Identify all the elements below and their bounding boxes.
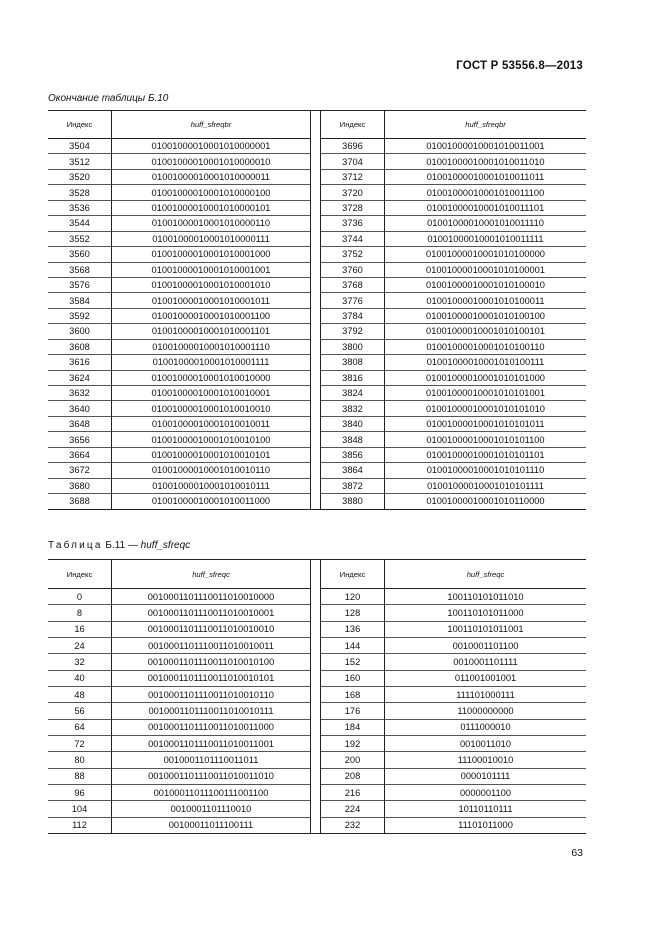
table-row	[48, 185, 586, 200]
index-cell: 3840	[321, 417, 385, 432]
table-row	[48, 263, 586, 278]
index-cell: 96	[48, 785, 112, 801]
index-cell: 3792	[321, 324, 385, 339]
table-row	[48, 479, 586, 494]
index-cell: 32	[48, 654, 112, 670]
index-cell: 3736	[321, 216, 385, 231]
index-cell: 224	[321, 801, 385, 817]
index-cell: 3640	[48, 401, 112, 416]
table-row	[48, 154, 586, 169]
index-cell: 104	[48, 801, 112, 817]
code-cell: 01001000010001010000111	[112, 232, 311, 247]
code-cell: 01001000010001010001011	[112, 293, 311, 308]
code-cell: 01001000010001010000011	[112, 170, 311, 185]
code-cell: 0000101111	[385, 769, 586, 785]
table-row	[48, 448, 586, 463]
table-row	[48, 324, 586, 339]
index-cell: 3608	[48, 340, 112, 355]
index-cell: 3808	[321, 355, 385, 370]
index-cell: 3720	[321, 185, 385, 200]
code-cell: 01001000010001010010001	[112, 386, 311, 401]
index-cell: 3768	[321, 278, 385, 293]
index-cell: 3848	[321, 432, 385, 447]
code-cell: 0010001101110011010011001	[112, 736, 311, 752]
code-cell: 01001000010001010010000	[112, 371, 311, 386]
code-cell: 01001000010001010101100	[385, 432, 586, 447]
index-cell: 216	[321, 785, 385, 801]
index-cell: 3728	[321, 201, 385, 216]
table-row	[48, 139, 586, 154]
table-row	[48, 386, 586, 401]
code-cell: 0010001101110011010011010	[112, 769, 311, 785]
code-cell: 01001000010001010001000	[112, 247, 311, 262]
index-cell: 3648	[48, 417, 112, 432]
code-cell: 01001000010001010011001	[385, 139, 586, 154]
code-cell: 01001000010001010100111	[385, 355, 586, 370]
table-row	[48, 371, 586, 386]
table-row	[48, 401, 586, 416]
index-cell: 56	[48, 703, 112, 719]
code-cell: 01001000010001010000101	[112, 201, 311, 216]
index-cell: 3616	[48, 355, 112, 370]
table-row	[48, 671, 586, 687]
index-cell: 3744	[321, 232, 385, 247]
index-cell: 3696	[321, 139, 385, 154]
code-cell: 01001000010001010100101	[385, 324, 586, 339]
document-standard-header: ГОСТ Р 53556.8—2013	[456, 60, 583, 72]
code-cell: 01001000010001010011100	[385, 185, 586, 200]
code-cell: 01001000010001010010110	[112, 463, 311, 478]
code-cell: 01001000010001010100000	[385, 247, 586, 262]
table-row	[48, 232, 586, 247]
code-cell: 00100011011100111	[112, 818, 311, 833]
index-cell: 3784	[321, 309, 385, 324]
column-header-index-left: Индекс	[48, 560, 112, 589]
index-cell: 3856	[321, 448, 385, 463]
table-row	[48, 340, 586, 355]
code-cell: 01001000010001010101101	[385, 448, 586, 463]
index-cell: 160	[321, 671, 385, 687]
code-cell: 01001000010001010001001	[112, 263, 311, 278]
index-cell: 3528	[48, 185, 112, 200]
code-cell: 01001000010001010000100	[112, 185, 311, 200]
code-cell: 01001000010001010110000	[426, 496, 545, 507]
index-cell: 3800	[321, 340, 385, 355]
table-row	[48, 355, 586, 370]
table-row	[48, 638, 586, 654]
code-cell: 0010001101110010	[112, 801, 311, 817]
index-cell: 3584	[48, 293, 112, 308]
index-cell: 40	[48, 671, 112, 687]
code-cell: 01001000010001010011010	[385, 154, 586, 169]
table2-caption-prefix: Таблица	[48, 540, 103, 551]
index-cell: 3536	[48, 201, 112, 216]
column-header-index-right: Индекс	[321, 111, 385, 139]
index-cell: 3504	[48, 139, 112, 154]
table-row	[48, 589, 586, 605]
index-cell: 3704	[321, 154, 385, 169]
code-cell: 01001000010001010010011	[112, 417, 311, 432]
code-cell: 10110110111	[385, 801, 586, 817]
index-cell: 3880	[321, 494, 385, 508]
index-cell: 3752	[321, 247, 385, 262]
table-row	[48, 417, 586, 432]
table2-caption-number: Б.11 —	[105, 540, 141, 551]
index-cell: 128	[321, 605, 385, 621]
index-cell: 3560	[48, 247, 112, 262]
code-cell: 0010001101110011010010110	[112, 687, 311, 703]
index-cell: 48	[48, 687, 112, 703]
code-cell: 01001000010001010011011	[385, 170, 586, 185]
table-row	[48, 201, 586, 216]
index-cell: 3672	[48, 463, 112, 478]
code-cell: 01001000010001010001101	[112, 324, 311, 339]
code-cell: 01001000010001010000110	[112, 216, 311, 231]
index-cell: 3688	[48, 494, 112, 508]
code-cell: 01001000010001010100100	[385, 309, 586, 324]
index-cell: 136	[321, 622, 385, 638]
index-cell: 80	[48, 752, 112, 768]
index-cell: 16	[48, 622, 112, 638]
index-cell: 3664	[48, 448, 112, 463]
index-cell: 3552	[48, 232, 112, 247]
code-cell: 11000000000	[385, 703, 586, 719]
table-row	[48, 769, 586, 785]
code-cell: 01001000010001010100110	[385, 340, 586, 355]
table-row	[48, 622, 586, 638]
code-cell: 0010001101110011010010011	[112, 638, 311, 654]
table-row	[48, 309, 586, 324]
code-cell: 01001000010001010101011	[385, 417, 586, 432]
code-cell: 01001000010001010001010	[112, 278, 311, 293]
index-cell: 8	[48, 605, 112, 621]
code-cell: 0010001101110011010010001	[112, 605, 311, 621]
code-cell: 01001000010001010000001	[112, 139, 311, 154]
table-row	[48, 785, 586, 801]
table-b11	[48, 559, 586, 834]
code-cell: 01001000010001010101001	[385, 386, 586, 401]
table-row	[48, 278, 586, 293]
table-row	[48, 818, 586, 833]
code-cell: 011001001001	[385, 671, 586, 687]
column-header-index-left: Индекс	[48, 111, 112, 139]
index-cell: 112	[48, 818, 112, 833]
column-header-index-right: Индекс	[321, 560, 385, 589]
code-cell: 01001000010001010100001	[385, 263, 586, 278]
code-cell: 0111000010	[385, 720, 586, 736]
index-cell: 3832	[321, 401, 385, 416]
index-cell: 192	[321, 736, 385, 752]
index-cell: 3576	[48, 278, 112, 293]
code-cell: 01001000010001010011000	[112, 494, 311, 508]
table-row	[48, 216, 586, 231]
code-cell: 0010001101110011010010100	[112, 654, 311, 670]
code-cell: 111101000111	[385, 687, 586, 703]
code-cell: 0010001101110011010010000	[112, 589, 311, 605]
code-cell: 100110101011010	[385, 589, 586, 605]
code-cell: 01001000010001010010100	[112, 432, 311, 447]
code-cell: 01001000010001010001111	[112, 355, 311, 370]
index-cell: 3680	[48, 479, 112, 494]
code-cell: 11101011000	[458, 820, 513, 831]
code-cell: 0010001101110011010010111	[112, 703, 311, 719]
index-cell: 3864	[321, 463, 385, 478]
index-cell: 184	[321, 720, 385, 736]
index-cell: 176	[321, 703, 385, 719]
table-row	[48, 463, 586, 478]
code-cell: 01001000010001010100011	[385, 293, 586, 308]
code-cell: 0010001101110011011	[112, 752, 311, 768]
code-cell: 01001000010001010010101	[112, 448, 311, 463]
page-number: 63	[571, 847, 583, 859]
index-cell: 3656	[48, 432, 112, 447]
table-row	[48, 801, 586, 817]
index-cell: 3592	[48, 309, 112, 324]
table-row	[48, 687, 586, 703]
code-cell: 0010011010	[385, 736, 586, 752]
table2-caption-name: huff_sfreqc	[140, 540, 191, 551]
index-cell: 152	[321, 654, 385, 670]
index-cell: 3544	[48, 216, 112, 231]
index-cell: 24	[48, 638, 112, 654]
index-cell: 3632	[48, 386, 112, 401]
table-row	[48, 170, 586, 185]
table-row	[48, 703, 586, 719]
index-cell: 3824	[321, 386, 385, 401]
index-cell: 200	[321, 752, 385, 768]
code-cell: 01001000010001010011111	[385, 232, 586, 247]
index-cell: 3776	[321, 293, 385, 308]
index-cell: 3520	[48, 170, 112, 185]
index-cell: 0	[48, 589, 112, 605]
table-row	[48, 752, 586, 768]
index-cell: 3512	[48, 154, 112, 169]
code-cell: 0010001101110011010010101	[112, 671, 311, 687]
index-cell: 88	[48, 769, 112, 785]
code-cell: 01001000010001010010010	[112, 401, 311, 416]
index-cell: 3760	[321, 263, 385, 278]
index-cell: 3568	[48, 263, 112, 278]
index-cell: 72	[48, 736, 112, 752]
code-cell: 01001000010001010101111	[385, 479, 586, 494]
table1-caption: Окончание таблицы Б.10	[48, 93, 169, 104]
index-cell: 3600	[48, 324, 112, 339]
code-cell: 01001000010001010101000	[385, 371, 586, 386]
index-cell: 64	[48, 720, 112, 736]
index-cell: 120	[321, 589, 385, 605]
column-header-code-right: huff_sfreqc	[385, 560, 586, 589]
index-cell: 3712	[321, 170, 385, 185]
table2-caption	[48, 540, 190, 551]
code-cell: 01001000010001010100010	[385, 278, 586, 293]
code-cell: 01001000010001010010111	[112, 479, 311, 494]
index-cell: 208	[321, 769, 385, 785]
index-cell: 168	[321, 687, 385, 703]
table-row	[48, 247, 586, 262]
code-cell: 0010001101110011010011000	[112, 720, 311, 736]
code-cell: 100110101011000	[385, 605, 586, 621]
code-cell: 01001000010001010101110	[385, 463, 586, 478]
index-cell: 3624	[48, 371, 112, 386]
index-cell: 3816	[321, 371, 385, 386]
code-cell: 01001000010001010101010	[385, 401, 586, 416]
code-cell: 01001000010001010011110	[385, 216, 586, 231]
code-cell: 11100010010	[385, 752, 586, 768]
table-row	[48, 494, 586, 508]
column-header-code-right: huff_sfreqbr	[385, 111, 586, 139]
table-row	[48, 736, 586, 752]
index-cell: 3872	[321, 479, 385, 494]
index-cell: 144	[321, 638, 385, 654]
table-row	[48, 720, 586, 736]
code-cell: 01001000010001010001110	[112, 340, 311, 355]
table-row	[48, 605, 586, 621]
code-cell: 100110101011001	[385, 622, 586, 638]
table-row	[48, 432, 586, 447]
index-cell: 232	[321, 818, 385, 833]
code-cell: 0010001101111	[385, 654, 586, 670]
column-header-code-left: huff_sfreqc	[112, 560, 311, 589]
code-cell: 00100011011100111001100	[112, 785, 311, 801]
code-cell: 0000001100	[385, 785, 586, 801]
code-cell: 01001000010001010001100	[112, 309, 311, 324]
code-cell: 0010001101100	[385, 638, 586, 654]
table-b10-continuation	[48, 110, 586, 510]
table-row	[48, 293, 586, 308]
table-row	[48, 654, 586, 670]
code-cell: 01001000010001010000010	[112, 154, 311, 169]
code-cell: 01001000010001010011101	[385, 201, 586, 216]
column-header-code-left: huff_sfreqbr	[112, 111, 311, 139]
code-cell: 0010001101110011010010010	[112, 622, 311, 638]
